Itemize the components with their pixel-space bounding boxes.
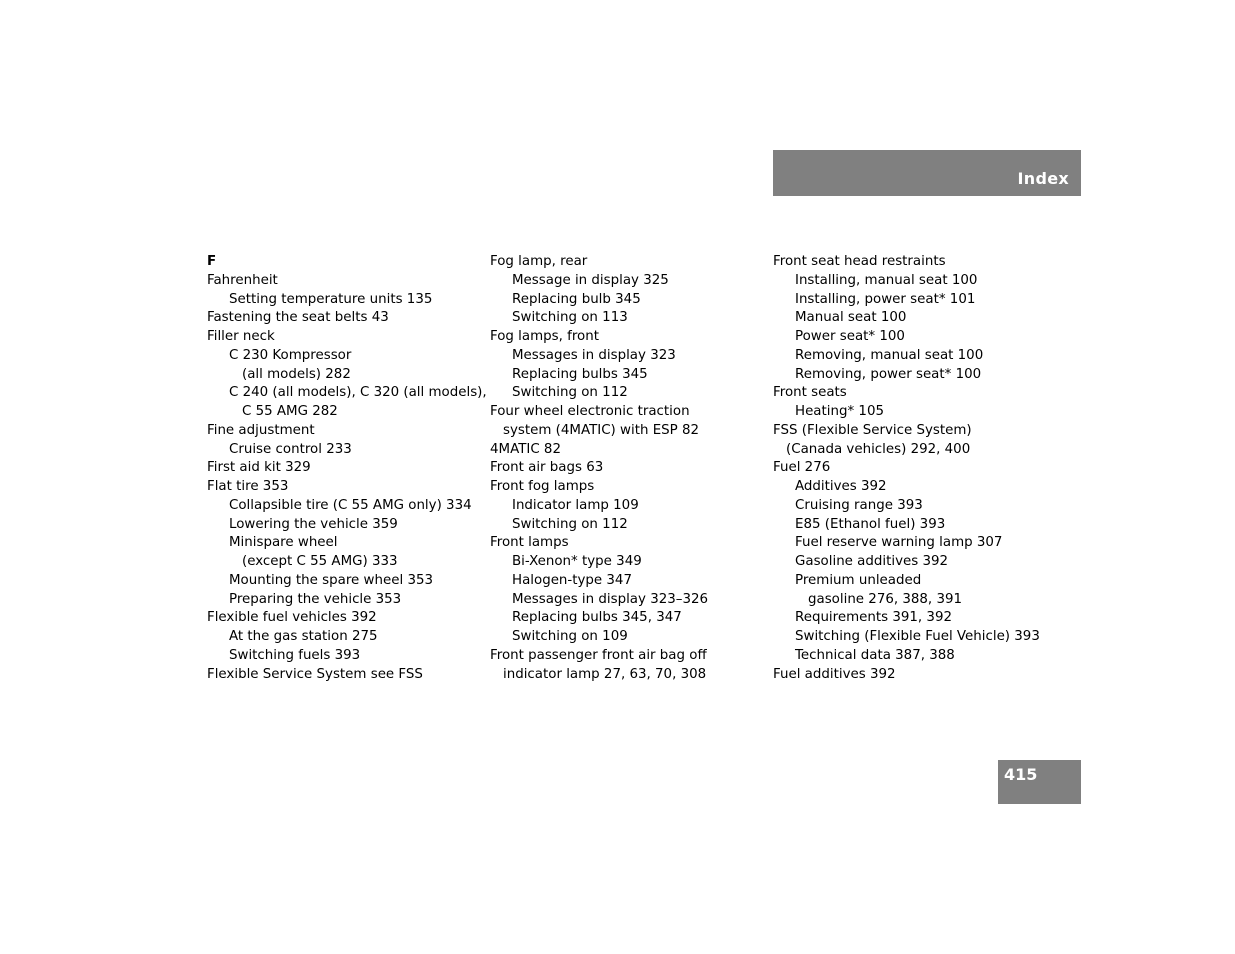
index-subentry: (Canada vehicles) 292, 400 (786, 441, 971, 457)
index-subentry: Replacing bulb 345 (512, 291, 641, 307)
index-subentry: Requirements 391, 392 (795, 610, 952, 626)
index-subentry: Setting temperature units 135 (229, 291, 433, 307)
index-subentry: Switching on 109 (512, 629, 628, 644)
index-entry: Front seats (773, 385, 847, 401)
index-subentry: Switching fuels 393 (229, 647, 361, 663)
index-subentry: Message in display 325 (512, 272, 669, 288)
index-subentry: Switching on 112 (512, 516, 628, 532)
index-entry: Front fog lamps (490, 479, 595, 494)
index-entry: Filler neck (207, 329, 275, 344)
index-entry: Flexible Service System see FSS (207, 666, 423, 682)
index-subentry: Switching on 112 (512, 385, 628, 401)
index-subentry: Power seat* 100 (795, 329, 905, 344)
index-subentry: Fuel reserve warning lamp 307 (795, 535, 1003, 551)
index-subentry: Messages in display 323 (512, 347, 676, 363)
section-title: Index (1017, 169, 1069, 188)
index-subentry: (except C 55 AMG) 333 (242, 554, 398, 569)
index-subentry: Gasoline additives 392 (795, 554, 949, 569)
index-subentry: Installing, power seat* 101 (795, 291, 976, 307)
index-subentry: gasoline 276, 388, 391 (808, 591, 962, 607)
index-subentry: Switching on 113 (512, 310, 628, 326)
index-entry: Fine adjustment (207, 422, 315, 438)
index-subentry: Collapsible tire (C 55 AMG only) 334 (229, 497, 472, 513)
index-entry: Flat tire 353 (207, 479, 289, 494)
index-subentry: Preparing the vehicle 353 (229, 591, 402, 607)
index-subentry: Halogen-type 347 (512, 572, 632, 588)
index-subentry: Indicator lamp 109 (512, 497, 639, 513)
index-subentry: Premium unleaded (795, 572, 922, 588)
index-entry: FSS (Flexible Service System) (773, 422, 972, 438)
index-subentry: Switching (Flexible Fuel Vehicle) 393 (795, 629, 1040, 644)
index-subentry: Manual seat 100 (795, 310, 907, 326)
index-entry: Front air bags 63 (490, 460, 604, 476)
index-subentry: Cruising range 393 (795, 497, 923, 513)
index-entry: Fahrenheit (207, 272, 278, 288)
index-subentry: indicator lamp 27, 63, 70, 308 (503, 666, 707, 682)
index-subentry: Cruise control 233 (229, 441, 352, 457)
index-entry: Fastening the seat belts 43 (207, 310, 389, 326)
index-entry: Front seat head restraints (773, 254, 946, 269)
index-subentry: (all models) 282 (242, 366, 351, 382)
index-subentry: Mounting the spare wheel 353 (229, 572, 434, 588)
index-subentry: E85 (Ethanol fuel) 393 (795, 516, 946, 532)
index-column-2 (490, 253, 765, 684)
index-entry: Fog lamp, rear (490, 254, 588, 269)
page-number-box (998, 760, 1081, 804)
index-entry: Four wheel electronic traction (490, 404, 690, 419)
index-subentry: system (4MATIC) with ESP 82 (503, 422, 700, 438)
index-subentry: Removing, manual seat 100 (795, 347, 984, 363)
index-subentry: Removing, power seat* 100 (795, 366, 982, 382)
index-subentry: Replacing bulbs 345, 347 (512, 610, 682, 626)
index-letter-heading: F (207, 254, 217, 269)
index-subentry: At the gas station 275 (229, 629, 378, 644)
index-column-3 (773, 253, 1063, 684)
index-entry: Front lamps (490, 535, 569, 551)
index-subentry: Bi-Xenon* type 349 (512, 554, 642, 569)
index-subentry: Minispare wheel (229, 535, 338, 551)
index-subentry: Lowering the vehicle 359 (229, 516, 398, 532)
section-header-tab (773, 150, 1081, 196)
index-subentry: Additives 392 (795, 479, 887, 494)
index-entry: Flexible fuel vehicles 392 (207, 610, 377, 626)
page-number: 415 (1004, 765, 1038, 784)
index-entry: First aid kit 329 (207, 460, 311, 476)
index-subentry: Replacing bulbs 345 (512, 366, 648, 382)
index-subentry: C 230 Kompressor (229, 347, 352, 363)
index-entry: Fuel additives 392 (773, 666, 896, 682)
index-entry: Fuel 276 (773, 460, 831, 476)
index-entry: Fog lamps, front (490, 329, 599, 344)
index-subentry: C 240 (all models), C 320 (all models), (229, 385, 487, 401)
index-subentry: Heating* 105 (795, 404, 884, 419)
index-subentry: C 55 AMG 282 (242, 404, 338, 419)
index-subentry: Installing, manual seat 100 (795, 272, 978, 288)
index-subentry: Messages in display 323–326 (512, 591, 709, 607)
index-column-1 (207, 253, 487, 684)
index-entry: 4MATIC 82 (490, 441, 561, 457)
index-entry: Front passenger front air bag off (490, 647, 707, 663)
index-subentry: Technical data 387, 388 (795, 647, 955, 663)
